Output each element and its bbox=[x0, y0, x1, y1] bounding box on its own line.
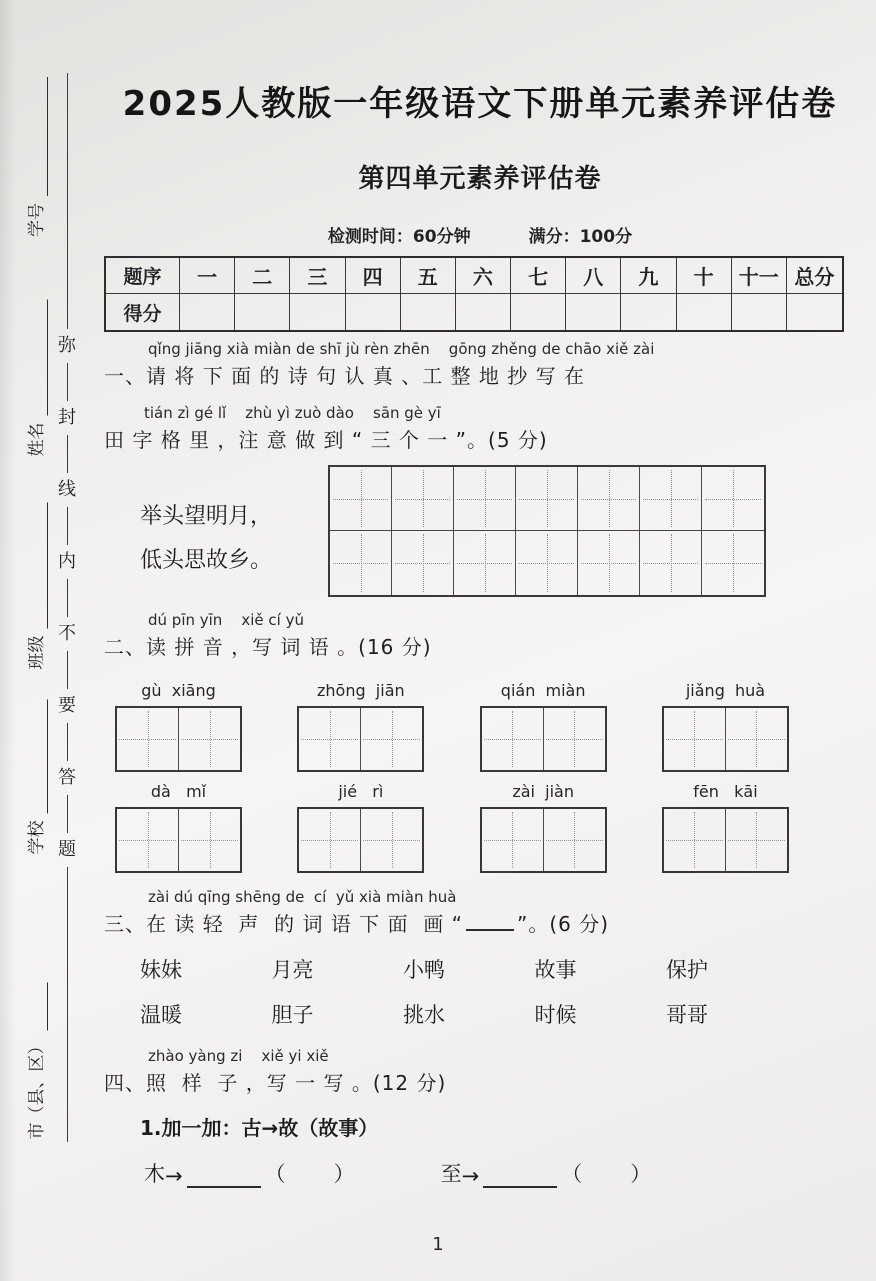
word-writing-box bbox=[480, 706, 607, 772]
q2-word-group bbox=[662, 680, 789, 772]
word-pinyin: dà mǐ bbox=[150, 782, 207, 801]
writing-cell bbox=[544, 708, 605, 770]
exam-full-score: 满分：100分 bbox=[528, 227, 633, 247]
word-writing-box bbox=[297, 706, 424, 772]
tianzige-cell bbox=[702, 531, 764, 595]
q3-text-before: 三、在 读 轻 声 的 词 语 下 面 画 “ bbox=[104, 912, 464, 936]
seal-line-segment bbox=[67, 507, 68, 545]
q2-word-group bbox=[115, 680, 242, 772]
writing-cell bbox=[726, 809, 787, 871]
tianzige-cell bbox=[578, 467, 640, 531]
writing-cell bbox=[361, 708, 422, 770]
score-table-col: 八 bbox=[566, 258, 621, 294]
seal-field-student-number bbox=[24, 77, 48, 237]
writing-cell bbox=[482, 809, 544, 871]
score-cell-empty bbox=[401, 294, 456, 330]
score-table-col: 一 bbox=[180, 258, 235, 294]
score-table-col: 十 bbox=[677, 258, 732, 294]
fill-in-line bbox=[42, 983, 48, 1031]
score-table bbox=[104, 256, 844, 332]
writing-cell bbox=[299, 809, 361, 871]
question-3 bbox=[104, 888, 856, 1029]
tianzige-cell bbox=[392, 531, 454, 595]
page-number: 1 bbox=[432, 1234, 444, 1255]
question-2 bbox=[104, 611, 856, 873]
seal-field-class bbox=[24, 503, 48, 670]
q1-pinyin-line1: qǐng jiāng xià miàn de shī jù rèn zhēn gōng zhěng de chāo xiě zài bbox=[148, 340, 655, 358]
tianzige-cell bbox=[702, 467, 764, 531]
q4-item-char: 木 bbox=[144, 1162, 165, 1186]
tianzige-cell bbox=[454, 467, 516, 531]
question-1 bbox=[104, 340, 856, 597]
q3-word: 月亮 bbox=[271, 958, 314, 982]
q3-word-row-2 bbox=[140, 999, 708, 1029]
seal-field-label: 市（县、区） bbox=[27, 1037, 47, 1140]
q2-word-row-1 bbox=[115, 680, 789, 772]
score-cell-empty bbox=[732, 294, 787, 330]
paren-open: （ bbox=[264, 1162, 286, 1186]
tianzige-cell bbox=[640, 531, 702, 595]
score-cell-empty bbox=[235, 294, 290, 330]
underline-blank bbox=[466, 926, 514, 931]
seal-field-label: 学号 bbox=[27, 203, 47, 237]
q3-word: 挑水 bbox=[403, 1003, 445, 1027]
arrow-icon: → bbox=[461, 1164, 480, 1188]
q3-word: 温暖 bbox=[140, 1003, 182, 1027]
tianzige-cell bbox=[516, 531, 578, 595]
seal-line-char: 要 bbox=[58, 695, 76, 716]
word-pinyin: zhōng jiān bbox=[317, 681, 405, 700]
tianzige-cell bbox=[454, 531, 516, 595]
score-table-col: 总分 bbox=[787, 258, 842, 294]
seal-field-label: 班级 bbox=[27, 635, 47, 670]
writing-cell bbox=[299, 708, 361, 770]
tianzige-writing-grid bbox=[328, 465, 766, 597]
score-cell-empty bbox=[346, 294, 401, 330]
writing-cell bbox=[361, 809, 422, 871]
word-pinyin: jiǎng huà bbox=[685, 681, 766, 700]
seal-line-char: 线 bbox=[58, 479, 76, 500]
unit-title: 第四单元素养评估卷 bbox=[358, 164, 602, 194]
exam-time: 检测时间：60分钟 bbox=[327, 227, 471, 247]
q3-word: 时候 bbox=[534, 1003, 577, 1027]
seal-line-char: 答 bbox=[58, 767, 76, 788]
q4-example: 1.加一加：古→故（故事） bbox=[140, 1116, 379, 1140]
word-writing-box bbox=[115, 807, 242, 873]
writing-cell bbox=[664, 809, 726, 871]
q3-word: 哥哥 bbox=[666, 1003, 708, 1027]
paren-close: ） bbox=[333, 1162, 355, 1186]
word-pinyin: zài jiàn bbox=[512, 782, 574, 801]
writing-cell bbox=[117, 809, 179, 871]
tianzige-cell bbox=[330, 467, 392, 531]
seal-line-segment bbox=[67, 651, 68, 689]
fill-in-line bbox=[42, 300, 48, 416]
tianzige-cell bbox=[516, 467, 578, 531]
q4-text: 四、照 样 子 ，写 一 写 。(12 分) bbox=[104, 1071, 447, 1095]
q2-text: 二、读 拼 音 ，写 词 语 。(16 分) bbox=[104, 635, 432, 659]
writing-cell bbox=[482, 708, 544, 770]
tianzige-cell bbox=[392, 467, 454, 531]
seal-line-segment bbox=[67, 723, 68, 761]
score-table-header: 题序 bbox=[106, 258, 180, 294]
answer-blank bbox=[187, 1182, 261, 1188]
tianzige-cell bbox=[330, 531, 392, 595]
q4-pinyin: zhào yàng zi xiě yi xiě bbox=[148, 1047, 329, 1065]
q1-text-line2: 田 字 格 里 ，注 意 做 到 “ 三 个 一 ”。(5 分) bbox=[104, 428, 548, 452]
seal-line-segment bbox=[67, 579, 68, 617]
seal-line-segment bbox=[67, 795, 68, 833]
q3-text bbox=[104, 908, 856, 937]
exam-info bbox=[104, 222, 856, 247]
word-writing-box bbox=[115, 706, 242, 772]
q2-word-group bbox=[115, 781, 242, 873]
score-table-col: 三 bbox=[290, 258, 345, 294]
writing-cell bbox=[664, 708, 726, 770]
seal-field-label: 姓名 bbox=[27, 422, 47, 457]
q3-word-row-1 bbox=[140, 954, 708, 984]
score-cell-empty bbox=[456, 294, 511, 330]
seal-field-school bbox=[24, 700, 48, 855]
q2-word-group bbox=[480, 680, 607, 772]
word-writing-box bbox=[662, 807, 789, 873]
q3-word: 胆子 bbox=[271, 1003, 314, 1027]
score-table-col: 九 bbox=[621, 258, 676, 294]
tianzige-cell bbox=[578, 531, 640, 595]
fill-in-line bbox=[42, 503, 48, 629]
fill-in-line bbox=[42, 77, 48, 196]
score-row-label: 得分 bbox=[106, 294, 180, 330]
seal-boundary-line bbox=[58, 73, 76, 1142]
word-pinyin: gù xiāng bbox=[141, 681, 216, 700]
q1-pinyin-line2: tián zì gé lǐ zhù yì zuò dào sān gè yī bbox=[144, 404, 441, 422]
seal-line-char: 题 bbox=[58, 839, 76, 860]
arrow-icon: → bbox=[165, 1164, 183, 1188]
paren-close: ） bbox=[630, 1162, 652, 1186]
score-cell-empty bbox=[566, 294, 621, 330]
q3-word: 小鸭 bbox=[403, 958, 445, 982]
question-4 bbox=[104, 1047, 856, 1188]
score-table-col: 六 bbox=[456, 258, 511, 294]
word-pinyin: jié rì bbox=[338, 782, 384, 801]
score-cell-empty bbox=[511, 294, 566, 330]
poem-line: 低头思故乡。 bbox=[140, 548, 273, 573]
q2-word-group bbox=[297, 680, 424, 772]
word-pinyin: qián miàn bbox=[500, 681, 586, 700]
poem-line: 举头望明月， bbox=[140, 504, 273, 529]
q3-word: 故事 bbox=[534, 958, 577, 982]
answer-blank bbox=[483, 1182, 557, 1188]
q2-pinyin: dú pīn yīn xiě cí yǔ bbox=[148, 611, 304, 629]
score-cell-empty bbox=[787, 294, 842, 330]
q1-copy-area bbox=[104, 465, 856, 597]
q1-text-line1: 一、请 将 下 面 的 诗 句 认 真 、工 整 地 抄 写 在 bbox=[104, 364, 586, 388]
word-pinyin: fēn kāi bbox=[693, 782, 758, 801]
score-table-col: 四 bbox=[346, 258, 401, 294]
score-cell-empty bbox=[290, 294, 345, 330]
q4-fill-line bbox=[144, 1158, 856, 1188]
q3-word: 妹妹 bbox=[140, 958, 182, 982]
seal-line-char: 封 bbox=[58, 407, 76, 428]
seal-line-char: 内 bbox=[58, 551, 76, 572]
score-table-col: 十一 bbox=[732, 258, 787, 294]
score-table-col: 七 bbox=[511, 258, 566, 294]
seal-field-name bbox=[24, 300, 48, 457]
word-writing-box bbox=[662, 706, 789, 772]
q2-word-row-2 bbox=[115, 781, 789, 873]
fill-in-line bbox=[42, 700, 48, 814]
seal-field-city-district bbox=[24, 983, 48, 1140]
q4-item-char: 至 bbox=[440, 1162, 462, 1186]
q3-pinyin: zài dú qīng shēng de cí yǔ xià miàn huà bbox=[148, 888, 457, 906]
paren-open: （ bbox=[561, 1162, 583, 1186]
seal-line-segment bbox=[67, 435, 68, 473]
paper-content bbox=[104, 0, 856, 1188]
writing-cell bbox=[544, 809, 605, 871]
writing-cell bbox=[726, 708, 787, 770]
paper-title: 2025人教版一年级语文下册单元素养评估卷 bbox=[122, 84, 838, 124]
q3-text-after: ”。(6 分) bbox=[517, 912, 610, 936]
writing-cell bbox=[179, 809, 240, 871]
score-cell-empty bbox=[677, 294, 732, 330]
seal-line-segment bbox=[67, 73, 68, 329]
seal-line-char: 不 bbox=[58, 623, 76, 644]
score-table-col: 二 bbox=[235, 258, 290, 294]
score-table-col: 五 bbox=[401, 258, 456, 294]
word-writing-box bbox=[480, 807, 607, 873]
writing-cell bbox=[117, 708, 179, 770]
tianzige-cell bbox=[640, 467, 702, 531]
q2-word-group bbox=[297, 781, 424, 873]
seal-field-label: 学校 bbox=[27, 820, 47, 855]
word-writing-box bbox=[297, 807, 424, 873]
q2-word-group bbox=[480, 781, 607, 873]
seal-line-segment bbox=[67, 363, 68, 401]
score-cell-empty bbox=[180, 294, 235, 330]
seal-line-char: 弥 bbox=[58, 335, 76, 356]
seal-line-segment bbox=[67, 867, 68, 1142]
q2-word-group bbox=[662, 781, 789, 873]
score-cell-empty bbox=[621, 294, 676, 330]
q1-poem bbox=[140, 465, 328, 597]
writing-cell bbox=[179, 708, 240, 770]
q3-word: 保护 bbox=[666, 958, 708, 982]
